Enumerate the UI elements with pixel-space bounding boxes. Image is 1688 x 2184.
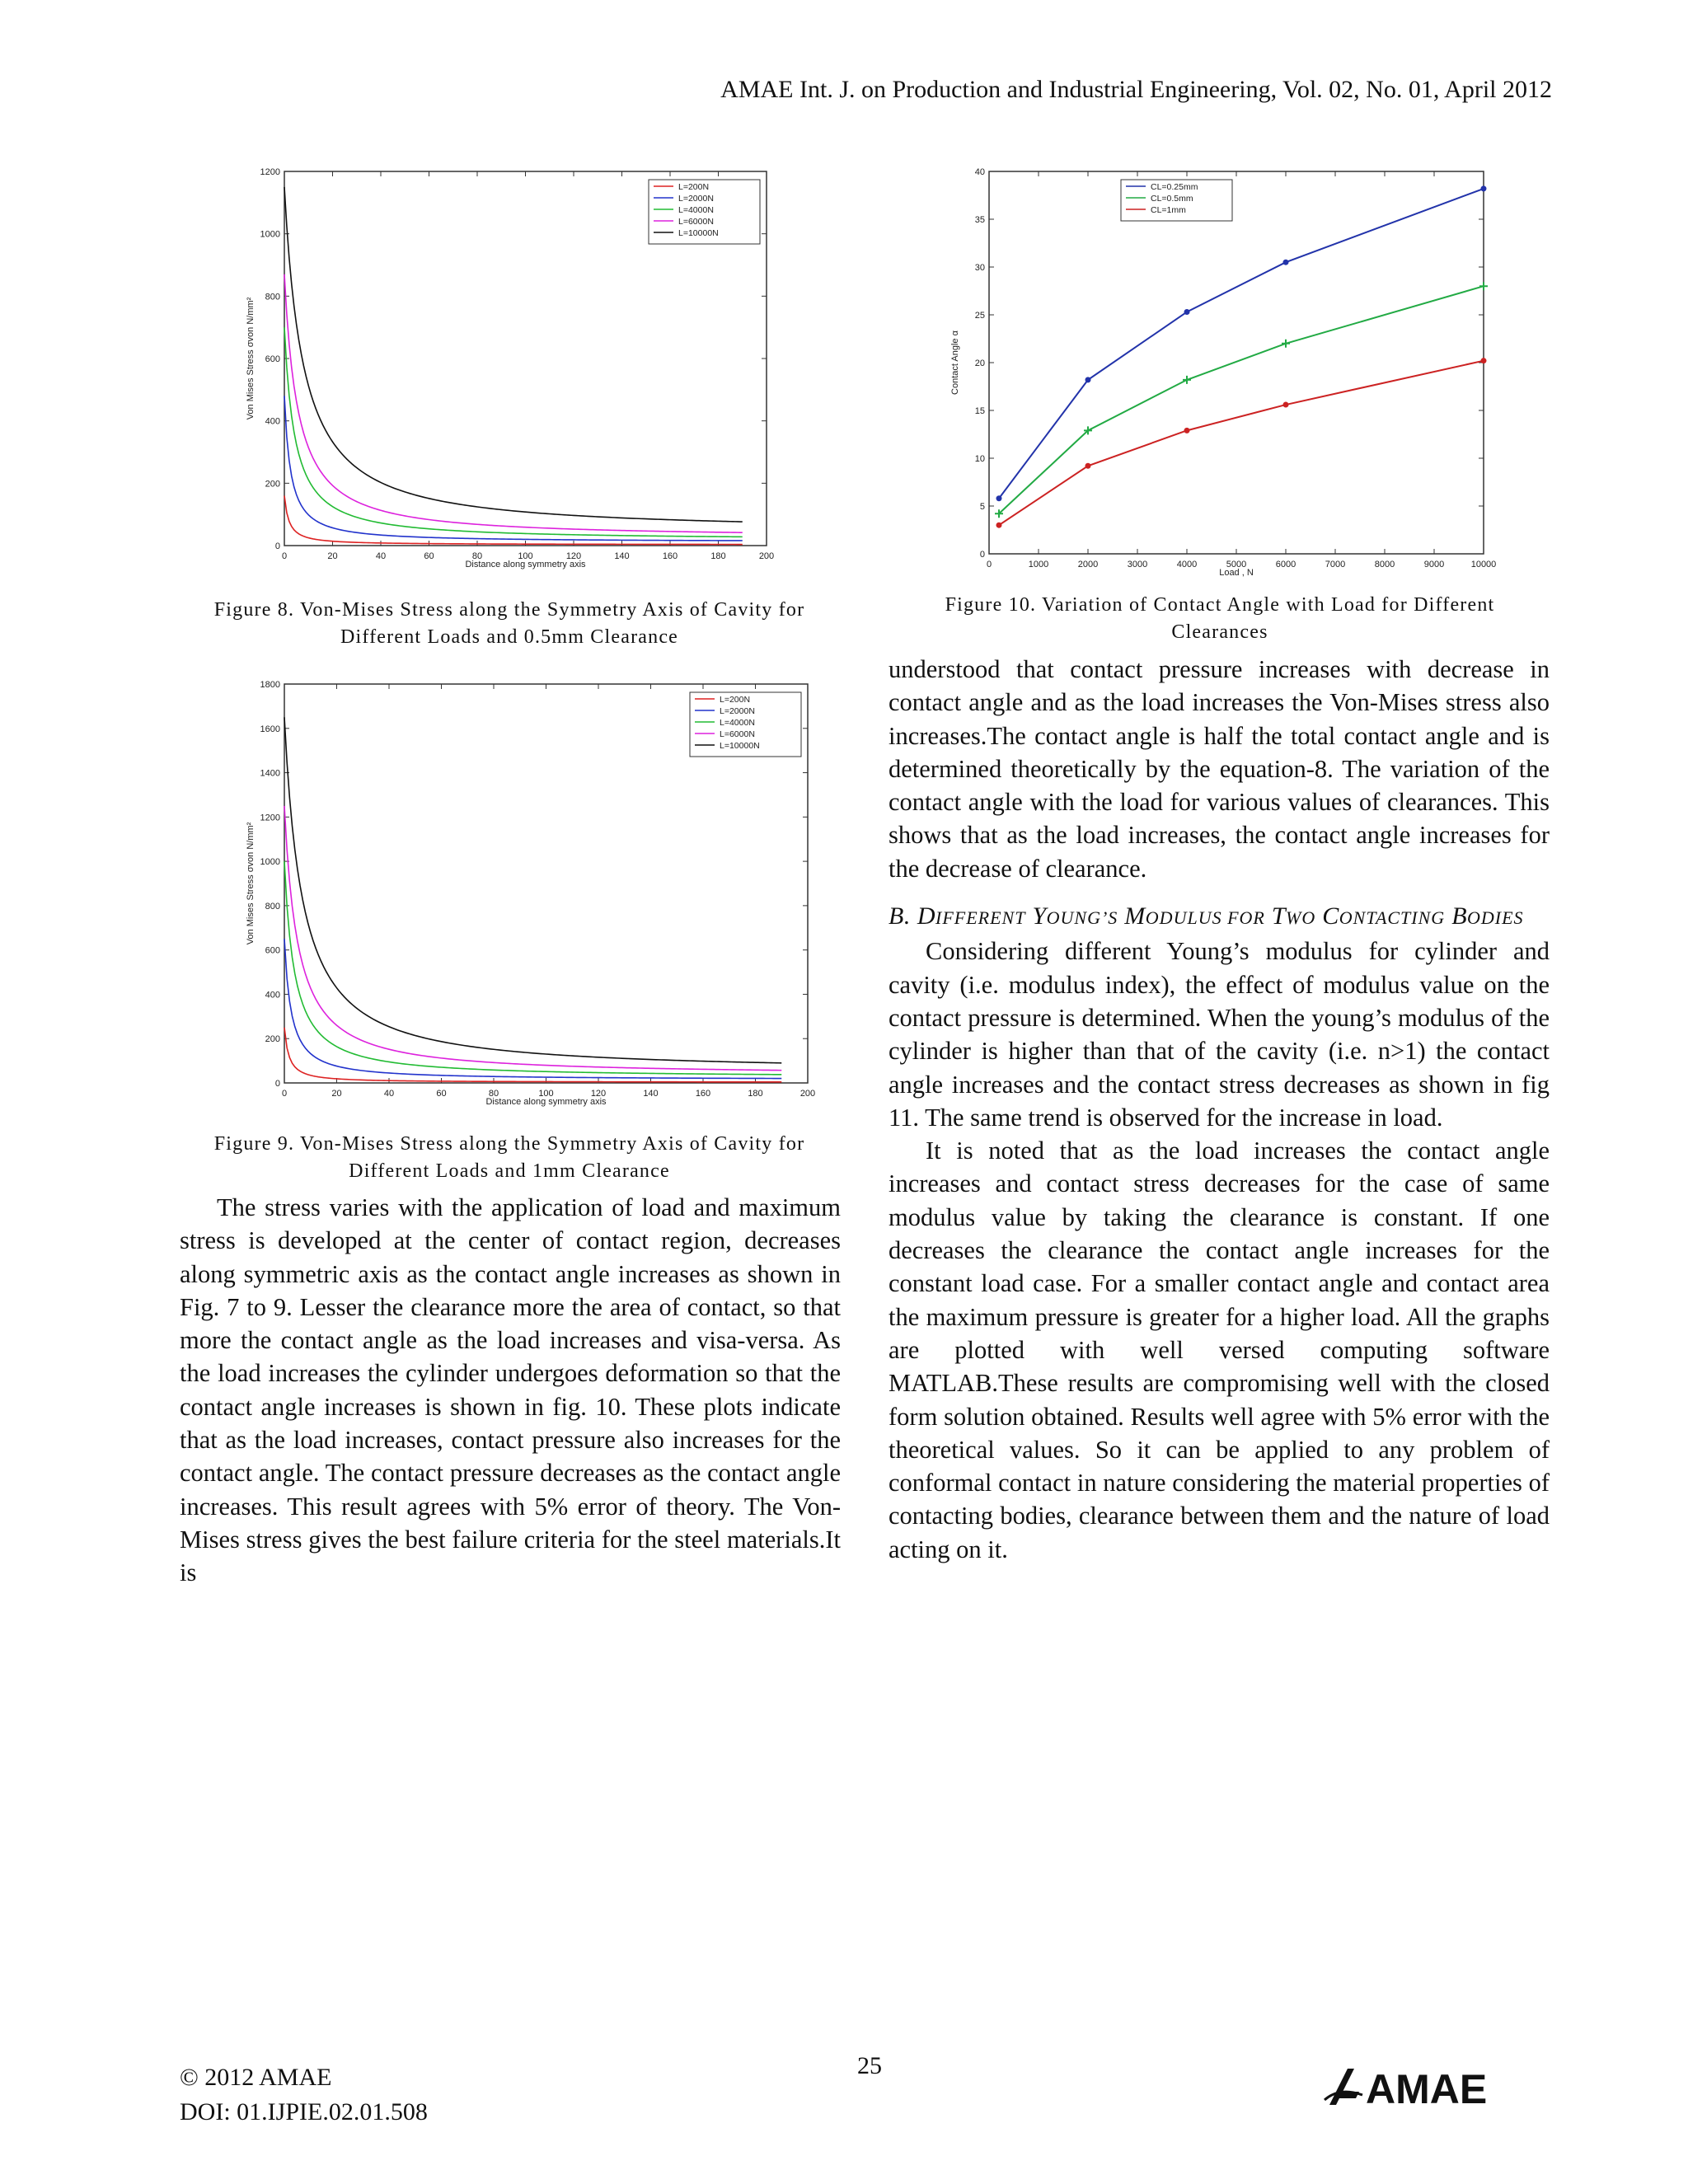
legend-label: L=10000N bbox=[720, 741, 760, 751]
doi: DOI: 01.IJPIE.02.01.508 bbox=[180, 2098, 428, 2125]
x-tick-label: 6000 bbox=[1275, 560, 1296, 569]
data-point bbox=[996, 523, 1002, 528]
x-tick-label: 160 bbox=[695, 1089, 711, 1099]
y-axis-label: Von Mises Stress σvon N/mm² bbox=[246, 297, 256, 420]
right-paragraph-3: It is noted that as the load increases the contact angle increases and contact stress decreases for the case of same modulus value by taking the clearance is constant. If one decreases the clearance the contact angle increases for the constant load case. For a smaller contact angle and contact area the maximum pressure is greater for a higher load. All the graphs are plotted with well versed computing software MATLAB.These results are compromising well with the closed form solution obtained. Results well agree with 5% error with the theoretical values. So it can be applied to any problem of conformal contact in nature considering the material properties of contacting bodies, clearance between them and the nature of load acting on it. bbox=[889, 1137, 1550, 1563]
y-axis-label: Contact Angle α bbox=[950, 330, 960, 395]
data-point bbox=[1184, 428, 1190, 434]
x-tick-label: 0 bbox=[281, 1089, 288, 1099]
copyright: © 2012 AMAE bbox=[180, 2064, 332, 2091]
left-paragraph: The stress varies with the application of load and maximum stress is developed at the center of contact region, decreases along symmetric axis as the contact angle increases as shown in Fig. 7 to 9. Lesser the clearance more the area of contact, so that more the contact angle as the load increases and visa-versa. As the load increases the cylinder undergoes deformation so that the contact angle increases is shown in fig. 10. These plots indicate that as the load increases, contact pressure also increases for the contact angle. The contact pressure decreases as the contact angle increases. This result agrees with 5% error of theory. The Von-Mises stress gives the best failure criteria for the steel materials.It is bbox=[180, 1193, 841, 1587]
x-tick-label: 1000 bbox=[1028, 560, 1049, 569]
figure-8-caption: Figure 8. Von-Mises Stress along the Symmetry Axis of Cavity for Different Loads and 0.5mm Clearance bbox=[213, 599, 805, 648]
legend-label: L=6000N bbox=[720, 729, 755, 739]
y-tick-label: 600 bbox=[265, 354, 280, 364]
x-tick-label: 3000 bbox=[1127, 560, 1148, 569]
x-tick-label: 100 bbox=[518, 551, 533, 561]
legend-label: L=200N bbox=[678, 182, 710, 192]
figure-9-chart bbox=[227, 677, 816, 1122]
data-point bbox=[1085, 463, 1091, 469]
data-point bbox=[996, 495, 1002, 501]
data-point bbox=[1283, 260, 1289, 265]
svg-text:AMAE: AMAE bbox=[1366, 2066, 1488, 2112]
x-tick-label: 0 bbox=[281, 551, 288, 561]
x-tick-label: 120 bbox=[590, 1089, 607, 1099]
y-tick-label: 30 bbox=[974, 263, 985, 273]
y-axis-label: Von Mises Stress σvon N/mm² bbox=[246, 822, 256, 945]
x-tick-label: 4000 bbox=[1176, 560, 1198, 569]
figure-10-caption: Figure 10. Variation of Contact Angle with Load for Different Clearances bbox=[945, 594, 1495, 643]
x-tick-label: 40 bbox=[375, 551, 387, 561]
data-point bbox=[1184, 309, 1190, 315]
y-tick-label: 1000 bbox=[260, 857, 280, 868]
x-tick-label: 0 bbox=[986, 560, 992, 569]
x-tick-label: 60 bbox=[424, 551, 434, 561]
x-tick-label: 200 bbox=[758, 551, 775, 561]
legend-label: CL=0.5mm bbox=[1151, 194, 1193, 204]
y-tick-label: 40 bbox=[974, 167, 985, 177]
legend-label: L=2000N bbox=[720, 706, 755, 716]
right-paragraph-2: Considering different Young’s modulus for cylinder and cavity (i.e. modulus index), the effect of modulus value on the contact pressure is determined. When the young’s modulus of the cylinder is higher than that of the cavity (i.e. n>1) the contact angle increases and the contact stress decreases as shown in fig 11. The same trend is observed for the increase in load. bbox=[889, 937, 1550, 1132]
x-tick-label: 20 bbox=[327, 551, 338, 561]
right-column bbox=[889, 653, 1550, 1566]
x-tick-label: 2000 bbox=[1077, 560, 1099, 569]
legend-label: L=4000N bbox=[720, 718, 755, 728]
y-tick-label: 20 bbox=[974, 359, 985, 368]
data-point bbox=[1481, 358, 1487, 363]
y-tick-label: 1000 bbox=[260, 229, 280, 240]
footer-left bbox=[180, 2060, 428, 2130]
legend-label: CL=1mm bbox=[1151, 205, 1186, 215]
x-tick-label: 200 bbox=[799, 1089, 816, 1099]
y-tick-label: 10 bbox=[974, 454, 985, 464]
y-tick-label: 0 bbox=[979, 550, 985, 560]
y-tick-label: 800 bbox=[265, 901, 280, 912]
legend-label: L=6000N bbox=[678, 217, 714, 227]
x-axis-label: Distance along symmetry axis bbox=[485, 1097, 607, 1107]
x-tick-label: 100 bbox=[538, 1089, 554, 1099]
x-tick-label: 20 bbox=[331, 1089, 342, 1099]
x-tick-label: 120 bbox=[565, 551, 582, 561]
y-tick-label: 1200 bbox=[260, 167, 280, 177]
y-tick-label: 1600 bbox=[260, 724, 280, 734]
x-tick-label: 8000 bbox=[1374, 560, 1395, 569]
y-tick-label: 400 bbox=[265, 990, 280, 1001]
data-point bbox=[1481, 185, 1487, 191]
x-tick-label: 180 bbox=[710, 551, 726, 561]
y-tick-label: 0 bbox=[274, 541, 280, 551]
y-tick-label: 1800 bbox=[260, 680, 280, 690]
section-heading-b: B. DIFFERENT YOUNG’S MODULUS FOR TWO CONTACTING BODIES bbox=[889, 902, 1524, 930]
x-tick-label: 140 bbox=[614, 551, 630, 561]
legend-label: L=10000N bbox=[678, 228, 719, 238]
x-tick-label: 9000 bbox=[1423, 560, 1445, 569]
y-tick-label: 15 bbox=[974, 406, 985, 416]
x-axis-label: Distance along symmetry axis bbox=[465, 560, 586, 569]
figure-8-chart bbox=[227, 165, 775, 585]
x-tick-label: 40 bbox=[383, 1089, 395, 1099]
y-tick-label: 800 bbox=[265, 292, 280, 302]
y-tick-label: 400 bbox=[265, 416, 280, 427]
x-tick-label: 10000 bbox=[1470, 560, 1497, 569]
figure-10-chart bbox=[931, 165, 1497, 593]
x-tick-label: 140 bbox=[643, 1089, 659, 1099]
data-point bbox=[1283, 402, 1289, 408]
left-column bbox=[180, 1191, 841, 1590]
right-paragraph-1: understood that contact pressure increases with decrease in contact angle and as the load increases the Von-Mises stress also increases.The contact angle is half the total contact angle and is determined theoretically by the equation-8. The variation of the contact angle with the load for various values of clearances. This shows that as the load increases, the contact angle increases for the decrease of clearance. bbox=[889, 655, 1550, 883]
x-tick-label: 60 bbox=[436, 1089, 447, 1099]
y-tick-label: 5 bbox=[979, 502, 985, 512]
amae-logo bbox=[1323, 2062, 1554, 2111]
y-tick-label: 1400 bbox=[260, 768, 280, 779]
y-tick-label: 1200 bbox=[260, 813, 280, 823]
page-number: 25 bbox=[857, 2052, 882, 2079]
x-tick-label: 7000 bbox=[1325, 560, 1346, 569]
x-tick-label: 180 bbox=[748, 1089, 763, 1099]
y-tick-label: 0 bbox=[274, 1079, 280, 1089]
legend-label: L=200N bbox=[720, 695, 751, 705]
plot-area bbox=[989, 171, 1484, 554]
data-point bbox=[1085, 377, 1091, 382]
y-tick-label: 35 bbox=[974, 215, 985, 225]
journal-header: AMAE Int. J. on Production and Industrial Engineering, Vol. 02, No. 01, April 2012 bbox=[720, 76, 1552, 103]
y-tick-label: 600 bbox=[265, 945, 280, 956]
y-tick-label: 25 bbox=[974, 311, 985, 321]
y-tick-label: 200 bbox=[265, 479, 280, 490]
legend-label: L=4000N bbox=[678, 205, 714, 215]
legend-label: L=2000N bbox=[678, 194, 714, 204]
figure-9-caption: Figure 9. Von-Mises Stress along the Symmetry Axis of Cavity for Different Loads and 1mm Clearance bbox=[213, 1133, 805, 1182]
legend-label: CL=0.25mm bbox=[1151, 182, 1198, 192]
x-tick-label: 80 bbox=[488, 1089, 499, 1099]
x-axis-label: Load , N bbox=[1219, 568, 1254, 578]
x-tick-label: 160 bbox=[662, 551, 678, 561]
x-tick-label: 80 bbox=[471, 551, 483, 561]
x-tick-label: 5000 bbox=[1226, 560, 1247, 569]
y-tick-label: 200 bbox=[265, 1034, 280, 1045]
